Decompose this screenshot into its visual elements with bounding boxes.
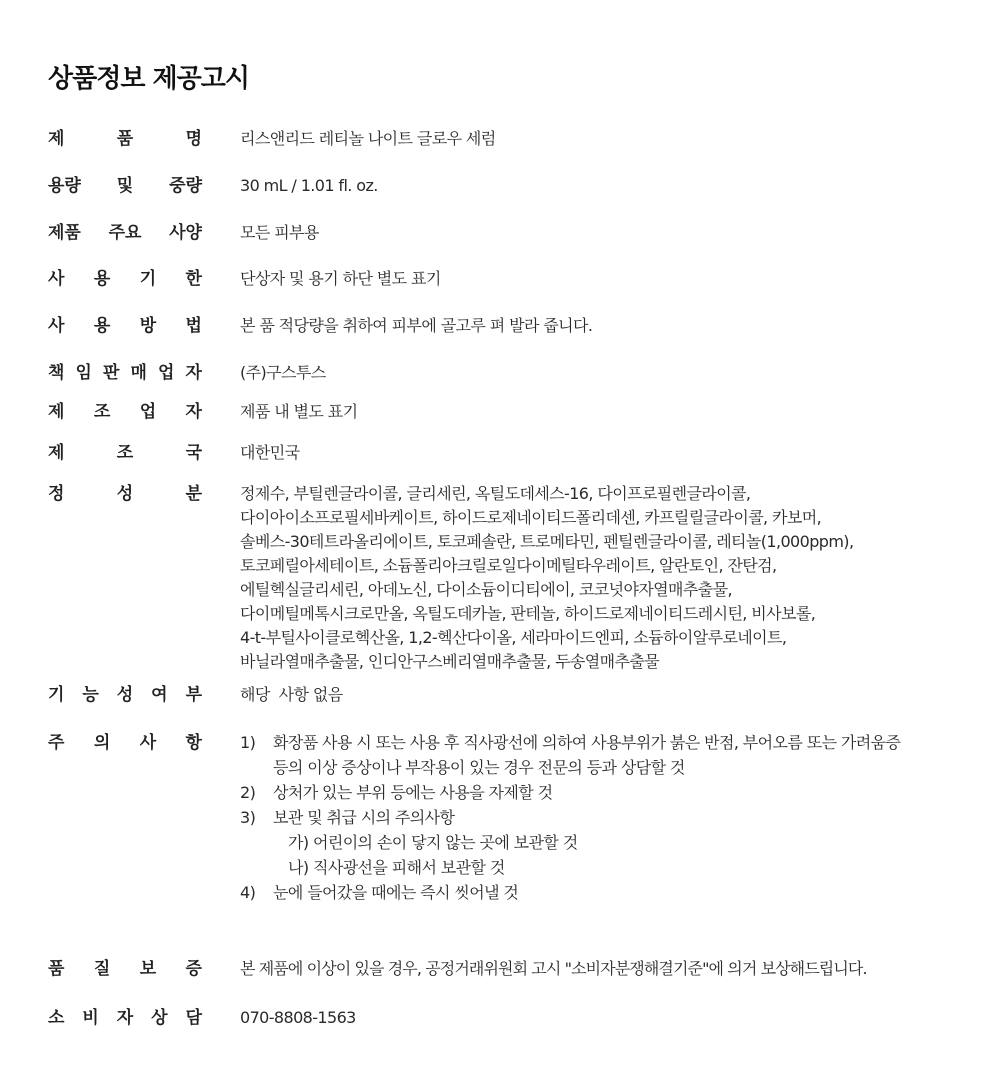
ingredient-line: 솔베스-30테트라올리에이트, 토코페솔란, 트로메타민, 펜틸렌글라이콜, 레티놀(1,000ppm), bbox=[240, 532, 854, 551]
row-label: 기 능 성 여 부 bbox=[48, 685, 202, 705]
specs-value: 모든 피부용 bbox=[240, 223, 319, 242]
quality-value: 본 제품에 이상이 있을 경우, 공정거래위원회 고시 "소비자분쟁해결기준"에 의거 보상해드립니다. bbox=[240, 959, 867, 978]
page-title: 상품정보 제공고시 bbox=[48, 64, 249, 94]
caution-subitem: 가) 어린이의 손이 닿지 않는 곳에 보관할 것 bbox=[288, 833, 578, 852]
seller-value: (주)구스투스 bbox=[240, 363, 326, 382]
row-label: 용량 및 중량 bbox=[48, 176, 202, 196]
row-label: 정 성 분 bbox=[48, 484, 202, 504]
ingredient-line: 정제수, 부틸렌글라이콜, 글리세린, 옥틸도데세스-16, 다이프로필렌글라이콜, bbox=[240, 484, 751, 503]
row-label: 제 품 명 bbox=[48, 129, 202, 149]
caution-item: 1) 화장품 사용 시 또는 사용 후 직사광선에 의하여 사용부위가 붉은 반점, 부어오름 또는 가려움증 bbox=[240, 733, 901, 752]
ingredient-line: 에틸헥실글리세린, 아데노신, 다이소듐이디티에이, 코코넛야자열매추출물, bbox=[240, 580, 732, 599]
caution-item: 4) 눈에 들어갔을 때에는 즉시 씻어낼 것 bbox=[240, 883, 519, 902]
row-label: 사 용 방 법 bbox=[48, 316, 202, 336]
row-label: 소 비 자 상 담 bbox=[48, 1008, 202, 1028]
row-label: 주 의 사 항 bbox=[48, 733, 202, 753]
ingredient-line: 다이아이소프로필세바케이트, 하이드로제네이티드폴리데센, 카프릴릴글라이콜, 카보머, bbox=[240, 508, 822, 527]
ingredient-line: 바닐라열매추출물, 인디안구스베리열매추출물, 두송열매추출물 bbox=[240, 652, 660, 671]
row-label: 제 조 업 자 bbox=[48, 402, 202, 422]
row-label: 책 임 판 매 업 자 bbox=[48, 363, 202, 383]
usage-value: 본 품 적당량을 취하여 피부에 골고루 펴 발라 줍니다. bbox=[240, 316, 593, 335]
product-name-value: 리스앤리드 레티놀 나이트 글로우 세럼 bbox=[240, 129, 496, 148]
ingredient-line: 4-t-부틸사이클로헥산올, 1,2-헥산다이올, 세라마이드엔피, 소듐하이알루로네이트, bbox=[240, 628, 787, 647]
caution-item: 2) 상처가 있는 부위 등에는 사용을 자제할 것 bbox=[240, 783, 553, 802]
functional-value: 해당 사항 없음 bbox=[240, 685, 343, 704]
caution-item: 등의 이상 증상이나 부작용이 있는 경우 전문의 등과 상담할 것 bbox=[273, 758, 685, 777]
expiry-value: 단상자 및 용기 하단 별도 표기 bbox=[240, 269, 441, 288]
caution-subitem: 나) 직사광선을 피해서 보관할 것 bbox=[288, 858, 505, 877]
consult-phone: 070-8808-1563 bbox=[240, 1008, 356, 1027]
country-value: 대한민국 bbox=[240, 443, 300, 462]
manufacturer-value: 제품 내 별도 표기 bbox=[240, 402, 358, 421]
capacity-value: 30 mL / 1.01 fl. oz. bbox=[240, 176, 378, 195]
row-label: 제 조 국 bbox=[48, 443, 202, 463]
caution-item: 3) 보관 및 취급 시의 주의사항 bbox=[240, 808, 455, 827]
ingredient-line: 토코페릴아세테이트, 소듐폴리아크릴로일다이메틸타우레이트, 알란토인, 잔탄검, bbox=[240, 556, 777, 575]
row-label: 제품 주요 사양 bbox=[48, 223, 202, 243]
row-label: 사 용 기 한 bbox=[48, 269, 202, 289]
row-label: 품 질 보 증 bbox=[48, 959, 202, 979]
ingredient-line: 다이메틸메톡시크로만올, 옥틸도데카놀, 판테놀, 하이드로제네이티드레시틴, 비사보롤, bbox=[240, 604, 816, 623]
caution-list bbox=[240, 731, 968, 906]
ingredients-value bbox=[240, 482, 968, 674]
